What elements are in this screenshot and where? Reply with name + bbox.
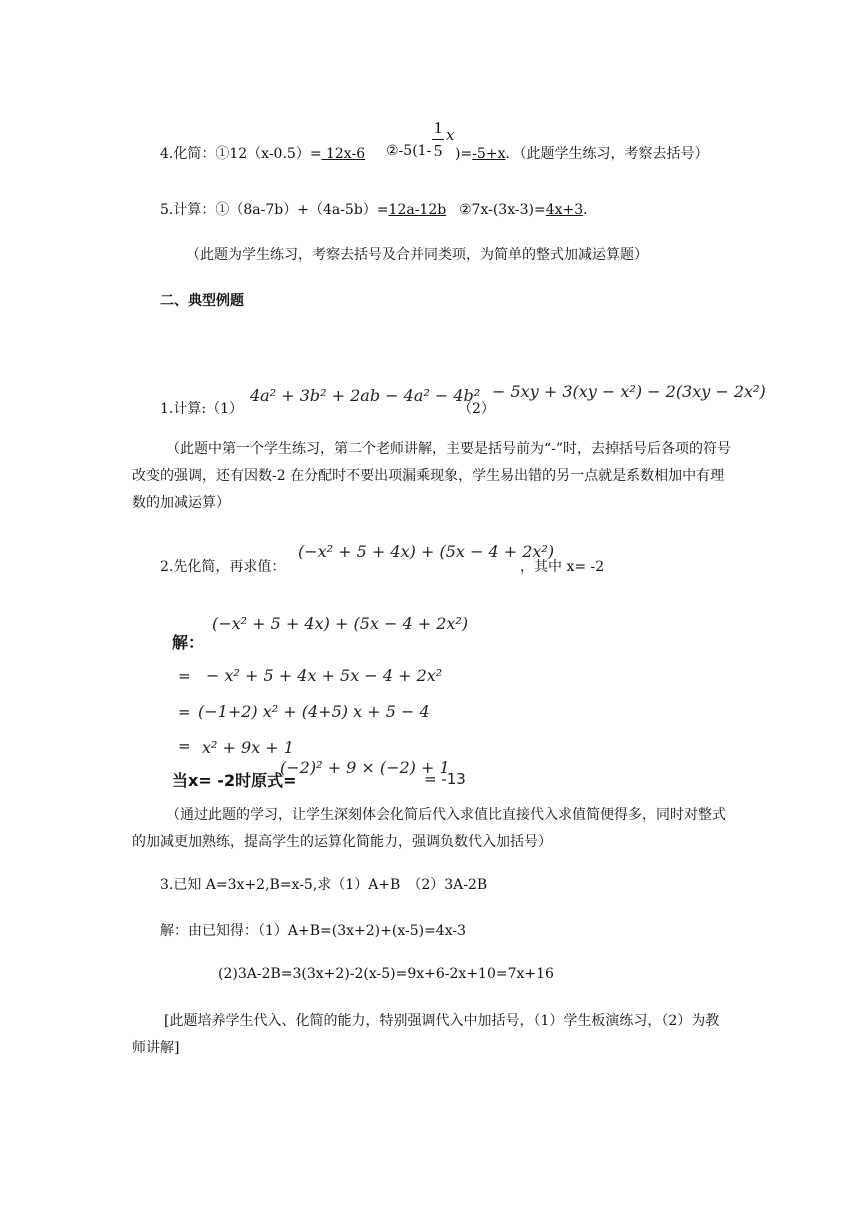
ex3-solution2: (2)3A-2B=3(3x+2)-2(x-5)=9x+6-2x+10=7x+16 [218,966,554,982]
ex3-question: 3.已知 A=3x+2,B=x-5,求（1）A+B （2）3A-2B [160,877,488,893]
ex2-condition: ，其中 x= -2 [520,559,605,575]
item4-after: )= [455,146,473,162]
sol2-label: 解： [172,633,205,652]
item4-note: ．（此题学生练习，考察去括号） [505,146,709,162]
item4-part3 [455,143,708,163]
ex2-label: 2.先化简，再求值： [160,559,286,575]
item5-prefix: 5.计算：①（8a-7b）+（4a-5b）= [160,202,389,218]
sol2-line3: x² + 9x + 1 [202,738,294,757]
item5-part2 [459,199,597,219]
fraction-denominator: 5 [433,141,443,160]
ex1-expr2: − 5xy + 3(xy − x²) − 2(3xy − 2x²) [492,382,766,401]
fraction-numerator: 1 [433,118,443,137]
sol2-eq3: = [178,737,191,755]
item4-prefix: 4.化简：①12（x-0.5）= [160,146,322,162]
item5-mid: ②7x-(3x-3)= [459,202,546,218]
item5-answer2: 4x+3 [545,202,584,218]
section-title: 二、典型例题 [160,293,244,309]
item4-fraction [430,118,446,161]
item4-line [160,143,365,163]
ex2-expr: (−x² + 5 + 4x) + (5x − 4 + 2x²) [298,542,555,561]
sol2-line1: − x² + 5 + 4x + 5x − 4 + 2x² [206,666,443,685]
item4-part2 [386,143,431,159]
sol2-line2: (−1+2) x² + (4+5) x + 5 − 4 [198,702,430,721]
fraction-variable: x [446,126,455,144]
sol2-line0: (−x² + 5 + 4x) + (5x − 4 + 2x²) [212,614,469,633]
ex1-expr1: 4a² + 3b² + 2ab − 4a² − 4b² [250,386,481,405]
sol2-eq2: = [178,703,191,721]
item5-line [160,199,446,219]
ex3-note: [此题培养学生代入、化简的能力，特别强调代入中加括号，（1）学生板演练习，（2）为教师讲解] [132,1013,720,1056]
sol2-eq1: = [178,667,191,685]
ex1-note: （此题中第一个学生练习，第二个老师讲解，主要是括号前为“-”时，去掉括号后各项的符号改变的强调，还有因数-2 在分配时不要出项漏乘现象，学生易出错的另一点就是系数相加中有理数的加减运算） [132,441,732,511]
sol2-result: = -13 [424,770,466,788]
sol2-substitution: (−2)² + 9 × (−2) + 1 [280,758,450,777]
item5-note: （此题为学生练习，考察去括号及合并同类项，为简单的整式加减运算题） [186,247,648,263]
ex1-label: 1.计算:（1） [160,401,243,417]
sol2-when: 当x= -2时原式= [172,771,297,790]
item4-mid: ②-5(1- [386,143,432,159]
ex1-label2: （2） [458,401,495,417]
item4-answer2: -5+x [472,146,506,162]
ex3-solution1: 解：由已知得：（1）A+B=(3x+2)+(x-5)=4x-3 [160,923,466,939]
ex2-note: （通过此题的学习，让学生深刻体会化简后代入求值比直接代入求值简便得多，同时对整式的加减更加熟练，提高学生的运算化简能力，强调负数代入加括号） [132,807,726,850]
item5-answer1: 12a-12b [388,202,447,218]
item5-end: ． [583,202,598,218]
item4-answer1: 12x-6 [321,146,366,162]
